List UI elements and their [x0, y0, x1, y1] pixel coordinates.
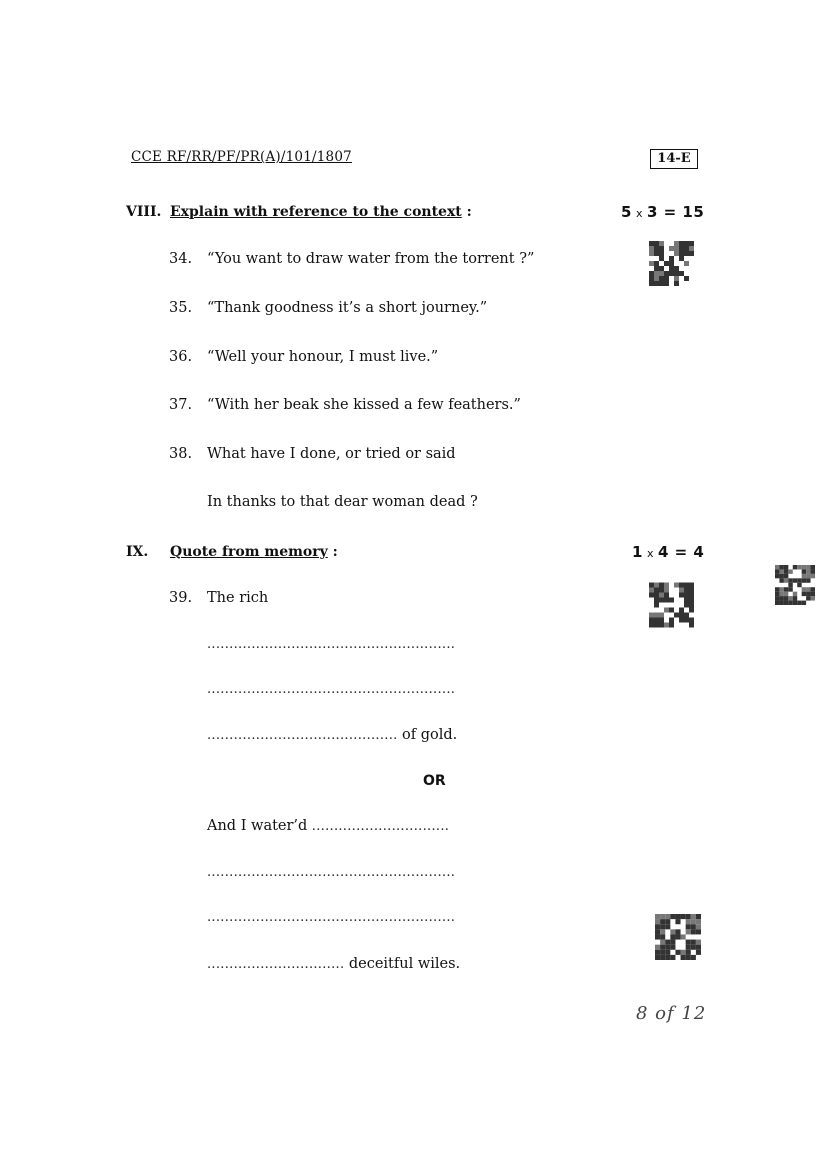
question-text: “With her beak she kissed a few feathers.”: [207, 397, 521, 413]
section-9-number: IX.: [126, 544, 149, 560]
question-text: “Thank goodness it’s a short journey.”: [207, 300, 488, 316]
marks-total: = 15: [663, 203, 705, 221]
question-text: “You want to draw water from the torrent ?”: [207, 251, 535, 267]
question-text: What have I done, or tried or said: [207, 446, 456, 462]
qr-code-icon: [649, 582, 694, 628]
alt-start-line: [207, 818, 449, 834]
marks-count: 5: [621, 203, 632, 221]
blank-dots: ...............................: [207, 957, 345, 972]
blank-line: ........................................................: [207, 910, 456, 925]
page-number: 8 of 12: [636, 1003, 707, 1024]
qr-code-icon: [775, 565, 815, 605]
marks-times: x: [646, 547, 654, 560]
marks-times: x: [635, 207, 643, 220]
qr-code-icon: [655, 914, 701, 960]
section-9-title-text: Quote from memory: [170, 544, 328, 560]
question-intro: The rich: [207, 590, 269, 606]
question-text: “Well your honour, I must live.”: [207, 349, 439, 365]
section-8-title: [170, 204, 472, 220]
question-text-line-2: In thanks to that dear woman dead ?: [207, 494, 478, 510]
question-number: 39.: [169, 590, 193, 606]
question-number: 34.: [169, 251, 193, 267]
line-ending: of gold.: [402, 727, 458, 743]
blank-line-end: [207, 727, 457, 743]
section-8-marks: [621, 203, 704, 221]
question-number: 38.: [169, 446, 193, 462]
blank-line: ........................................................: [207, 637, 456, 652]
question-number: 35.: [169, 300, 193, 316]
section-8-number: VIII.: [126, 204, 162, 220]
blank-dots: ...........................................: [207, 728, 398, 743]
section-8-title-text: Explain with reference to the context: [170, 204, 462, 220]
alt-start-text: And I water’d: [207, 818, 308, 834]
exam-code: CCE RF/RR/PF/PR(A)/101/1807: [131, 149, 352, 165]
blank-dots: ...............................: [311, 819, 450, 834]
blank-line: ........................................................: [207, 865, 456, 880]
question-number: 36.: [169, 349, 193, 365]
blank-line-end: [207, 956, 460, 972]
section-9-marks: [632, 543, 704, 561]
qr-code-icon: [649, 240, 694, 287]
section-9-colon: :: [332, 544, 338, 560]
paper-code-box: 14-E: [650, 149, 698, 169]
section-8-colon: :: [466, 204, 472, 220]
or-divider: OR: [423, 773, 446, 789]
marks-total: = 4: [674, 543, 705, 561]
marks-each: 3: [646, 203, 658, 221]
line-ending: deceitful wiles.: [348, 956, 461, 972]
section-9-title: [170, 544, 338, 560]
question-number: 37.: [169, 397, 193, 413]
blank-line: ........................................................: [207, 682, 456, 697]
marks-each: 4: [657, 543, 669, 561]
marks-count: 1: [632, 543, 643, 561]
